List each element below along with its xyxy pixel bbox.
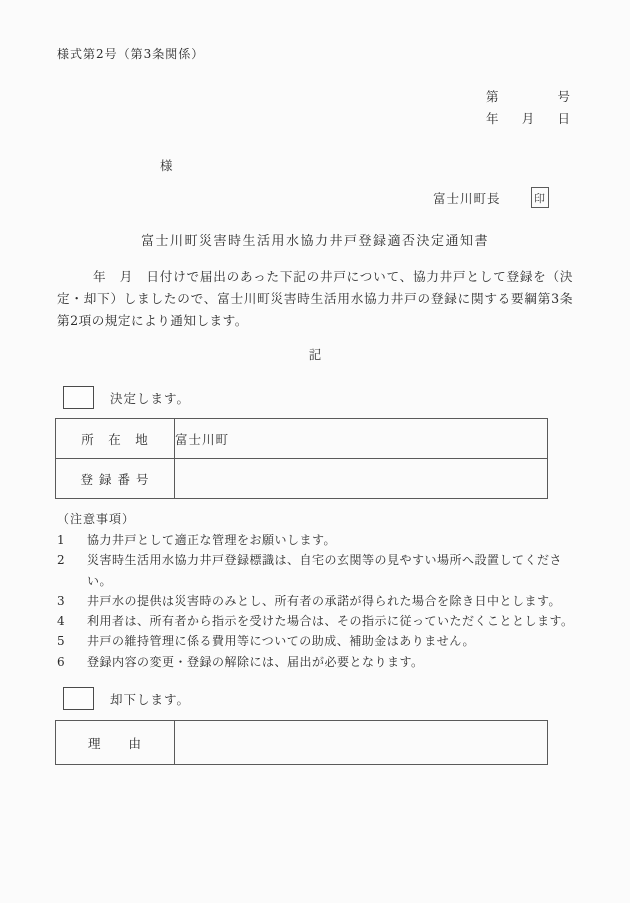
date-month-label: 月 xyxy=(521,111,535,126)
list-item xyxy=(57,652,577,672)
note-number: 1 xyxy=(57,533,65,547)
note-number: 4 xyxy=(57,614,65,629)
note-number: 6 xyxy=(57,654,65,669)
addressee-honorific: 様 xyxy=(160,158,173,173)
list-item xyxy=(57,591,577,611)
reason-table xyxy=(55,720,548,765)
reason-value-cell[interactable] xyxy=(175,721,548,765)
ki-marker: 記 xyxy=(308,347,322,362)
reject-label: 却下します。 xyxy=(110,691,191,707)
location-value-cell: 富士川町 xyxy=(175,419,548,459)
form-style-number: 様式第2号（第3条関係） xyxy=(57,47,205,61)
date-line xyxy=(486,108,570,130)
doc-number-date-block xyxy=(486,86,570,130)
reason-label-cell: 理 由 xyxy=(56,721,175,765)
list-item xyxy=(57,611,577,631)
registration-number-label-cell: 登 録 番 号 xyxy=(56,459,175,499)
reject-checkbox[interactable] xyxy=(63,687,94,710)
note-number: 3 xyxy=(57,593,65,608)
approve-label: 決定します。 xyxy=(110,390,191,406)
date-day-label: 日 xyxy=(557,111,570,126)
body-paragraph: 年 月 日付けで届出のあった下記の井戸について、協力井戸として登録を（決定・却下）しましたので、富士川町災害時生活用水協力井戸の登録に関する要綱第3条第2項の規定により通知します。 xyxy=(57,269,573,328)
note-text: 協力井戸として適正な管理をお願いします。 xyxy=(87,533,337,547)
note-text: 利用者は、所有者から指示を受けた場合は、その指示に従っていただくこととします。 xyxy=(87,614,574,629)
notes-list xyxy=(57,530,577,672)
sender-row xyxy=(433,187,549,208)
note-number: 5 xyxy=(57,634,65,649)
list-item xyxy=(57,631,577,651)
table-row xyxy=(56,459,548,499)
table-row xyxy=(56,721,548,765)
seal-label: 印 xyxy=(534,191,546,205)
approve-row xyxy=(63,386,190,409)
list-item xyxy=(57,550,577,591)
note-text: 井戸の維持管理に係る費用等についての助成、補助金はありません。 xyxy=(87,634,475,649)
location-label-cell: 所 在 地 xyxy=(56,419,175,459)
seal-placeholder-box xyxy=(531,187,549,208)
doc-number-prefix: 第 xyxy=(486,89,499,104)
reject-row xyxy=(63,687,190,710)
notes-heading: （注意事項） xyxy=(57,512,136,526)
note-text: 井戸水の提供は災害時のみとし、所有者の承諾が得られた場合を除き日中とします。 xyxy=(87,593,562,608)
well-info-table xyxy=(55,418,548,499)
list-item xyxy=(57,530,577,550)
doc-number-suffix: 号 xyxy=(557,89,570,104)
note-number: 2 xyxy=(57,553,65,568)
document-title: 富士川町災害時生活用水協力井戸登録適否決定通知書 xyxy=(140,234,489,249)
note-text: 登録内容の変更・登録の解除には、届出が必要となります。 xyxy=(87,654,424,669)
note-text: 災害時生活用水協力井戸登録標識は、自宅の玄関等の見やすい場所へ設置してください。 xyxy=(87,553,563,588)
sender-name: 富士川町長 xyxy=(433,190,501,206)
approve-checkbox[interactable] xyxy=(63,386,94,409)
table-row xyxy=(56,419,548,459)
doc-number-line xyxy=(486,86,570,108)
date-year-label: 年 xyxy=(486,111,499,126)
registration-number-value-cell[interactable] xyxy=(175,459,548,499)
